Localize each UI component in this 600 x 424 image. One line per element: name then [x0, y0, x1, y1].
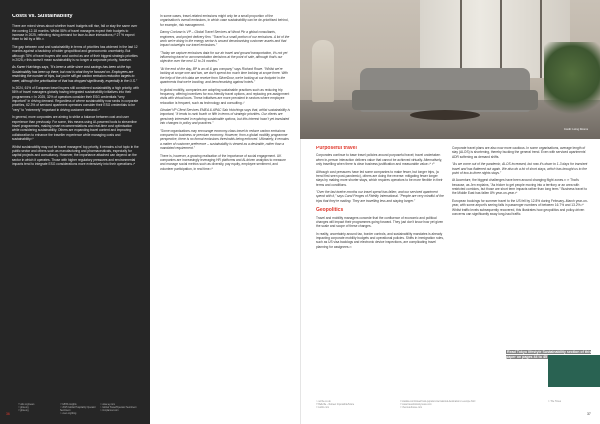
middle-quote: Ginabel VP Client Services EMEA & APAC Sab Hutchings says that, whilst sustainability is important, "It tends to rank fourth or fifth in terms of strategic priorities. Our clients are genuinely interested in exploring sustainable options, but this interest hasn't yet translated into changes in policy and practices." — [160, 108, 290, 126]
middle-paragraph: In some cases, travel-related emissions might only be a small proportion of the organisation's overall emissions, in which case sustainability can be de-prioritised behind, for example, risk management. — [160, 14, 289, 27]
section-heading: Costs vs. Sustainability — [12, 14, 73, 19]
footnote: ²⁰ Bellville – Rebeet Impossible/future — [316, 404, 355, 407]
left-page-white-column — [150, 0, 300, 424]
left-footnotes-c — [100, 404, 146, 413]
left-footnotes-a — [18, 404, 58, 413]
middle-paragraph: In global mobility, companies are adopting sustainable practices such as reducing trip frequency, offering incentives for eco-friendly travel options, and replacing pre-assignment visits with virtual tours. These initiatives are more prevalent in sectors where employee relocation is frequent, such as technology and consulting.¹⁷ — [160, 87, 290, 105]
footnote: ¹³ GBTA insights — [60, 404, 77, 406]
living-room-photo — [300, 0, 600, 139]
coffee-table-shape — [410, 110, 480, 120]
footnote: ¹² gbta.org — [18, 410, 29, 413]
right-column-1 — [316, 146, 446, 394]
sofa-seat-shape — [352, 90, 538, 110]
footnote: ¹⁶ www.ey.com — [100, 404, 116, 406]
footnote: ¹⁰ wttc.org/news — [18, 404, 35, 406]
middle-column — [160, 14, 290, 409]
right-paragraph: Corporate travel plans are also now more cautious. In some organisations, average length of stay (ALOS) is shortening, thereby bucking the general trend. Even with serviced apartments' ADR softening as demand shifts. — [452, 146, 586, 159]
footnote: ¹⁹ scribe.co.uk — [316, 401, 331, 403]
footnote: ²² statista.com/travel/most-popular-international-destination-in-europe.html — [400, 401, 476, 403]
footnote: ¹¹ gbta.org — [18, 407, 29, 410]
footnote: ¹⁴ 2025 Global Hospitality Operator Sentiment — [60, 407, 96, 413]
right-paragraph: European bookings for summer travel to the US fell by 12.8% during February–March year-on-year, with some airport's seeing falls in passenger numbers of between 16.7% and 13.2%.²⁵ Whilst traffic levels subsequently recovered, this illustrates how geopolitics and policy-driven concerns can significantly sway long-haul traffic. — [452, 199, 588, 217]
left-paragraph: In 2024, 61% of European travel buyers still considered sustainability a high priority, with 56% of travel managers globally having integrated sustainability initiatives into their programmes.¹³ In 2025, 32% of operators consider their ESG credentials "very important" in driving demand. Regardless of where sustainability now ranks in corporate priorities, 62.3% of serviced apartment operators consider their ESG credentials to be "very" to "extremely" important in driving customer demand.¹⁴ — [12, 86, 139, 112]
right-paragraph: In reality, uncertainty around tax, border controls, and sustainability mandates is already impacting corporate mobility budgets and operational policies. Shifts in immigration rules, such as US visa backlogs and electronic device inspections, are complicating travel planning for assignees.²¹ — [316, 231, 444, 249]
right-paragraph: Although cost pressures have led some companies to make fewer, but longer trips, (a trend first seen post-pandemic), others are doing the reverse: mitigating fewer longer stays by making more shorter stays, which requires operators to be more flexible in their terms and conditions. — [316, 169, 443, 187]
footnote: ¹⁵ oxen.org/blog — [60, 413, 77, 416]
left-paragraph: In general, more corporates are aiming to strike a balance between cost and user experience than previously. For some, this means using AI-powered tools to streamline travel programmes, making smart recommendations and real-time cost optimisation while considering sustainability. Others are expanding travel content and improving collaboration to enhance the traveller experience while managing costs and sustainability.¹⁵ — [12, 115, 137, 141]
geopolitics-heading: Geopolitics — [316, 207, 344, 214]
window-mullion — [460, 0, 462, 78]
footnote: ²⁴ theroutehouse.com — [400, 407, 423, 410]
page-number-left: 36 — [6, 412, 10, 416]
left-paragraph: The gap between cost and sustainability in terms of priorities has widened in the last 12 months against a backdrop of wider geopolitical and geoeconomic uncertainty. But although 78% of travel buyers cite cost control as one of their biggest strategic priorities in 2025,¹² this doesn't mean sustainability is no longer a corporate priority, however. — [12, 44, 138, 62]
left-column — [12, 14, 139, 384]
middle-quote: Danny Cockran is VP – Global Travel Services at Wood Plc a global consultants, engineers, and project delivery firm. "Travel is a small portion of our emissions. A lot of the work we're doing in the energy sector is around decarbonising customer assets and that impact outweighs our travel emissions." — [160, 30, 290, 48]
right-footnotes-a — [316, 401, 386, 410]
left-page-panel — [0, 0, 150, 424]
page-number-right: 37 — [587, 412, 591, 416]
right-paragraph: Travel and mobility managers concede that the confluence of economic and political changes will impact their programmes going forward. They just don't know how yet given the scale and scope of these changes. — [316, 215, 444, 229]
right-paragraph: At Accenture, the biggest challenges have been around changing flight zones.²² ²³ That's because, as Jen explains, "As tricker to get people moving into a territory or an area with restricted corridors, but those are short term impacts rather than long term." Business travel to the Middle East has fallen 8% year-on-year.²⁴ — [452, 178, 588, 196]
middle-quote: "Today we capture emissions data for our air travel and ground transportation, it's not yet influencing travel or accommodation decisions at the point of sale, although that's our objective over the next 12 to 24 months." — [160, 50, 288, 64]
right-quote: "As we come out of the pandemic, ALOS increased, but now it's down to 1-3 days for transient travel and has flattened out again. We also do a lot of short stays, which has brought us to the point of two-to-three nights stays." — [452, 162, 588, 175]
left-footnotes-b — [60, 404, 100, 416]
window-mullion — [540, 0, 542, 78]
footnote: ²¹ zeitlin.com — [316, 407, 330, 410]
photo-credit: Credit: Living Rooms — [563, 128, 588, 131]
right-column-2 — [452, 146, 590, 346]
window-mullion — [500, 0, 502, 78]
left-paragraph: There are mixed views about whether travel budgets will rise, fall or stay the same over the coming 12-18 months. Whilst 58% of travel managers expect their budgets to increase in 2025, reflecting rising demand for face-to-face interactions,¹⁰ 27 % expect them to fall by a fifth.¹¹ — [12, 24, 138, 42]
middle-paragraph: There is, however, a growing realisation of the importance of social engagement. UK companies are increasingly leveraging HR platforms and AI-driven analytics to measure and manage social metrics such as diversity, pay equity, employee sentiment, and volunteer participation, in real time.¹⁸ — [160, 153, 286, 171]
footnote: ²³ www.travelindustrynews.com — [400, 404, 432, 407]
footnote: ²⁵ The Times — [548, 401, 562, 403]
right-footnotes-b — [400, 401, 540, 410]
right-quote: "Over the last twelve months our travel spend has fallen, and our serviced apartment spend with it," says Carol Fenges of Fidelity International. "People are very mindful of the trips that they're making. They are travelling less and staying longer." — [316, 190, 444, 203]
right-paragraph: Corporates continue to base travel policies around purposeful travel; travel undertaken when in-person interaction delivers value that cannot be achieved virtually. Alternatively, only travelling when there is clear business justification and measurable value.¹⁹ ²⁰ — [316, 153, 442, 167]
footnote: ¹⁸ tmcplanner.com — [100, 410, 119, 413]
left-paragraph: Whilst sustainability may not be travel managers' top priority, it remains a hot topic in the public sector and others such as manufacturing and pharmaceuticals, especially for capital projects and consultancy. However, the importance attached can depend on the sector in which it operates. Those with higher regulatory pressures and environmental impacts tend to integrate ESG considerations more extensively into their operations.¹⁶ — [12, 144, 139, 166]
middle-quote: "Some organisations may encourage economy-class travel to reduce carbon emissions compared to business or premium economy. However, from a global mobility programme perspective, there is no formal emissions thresholds being enforced. Ultimately, it remains a matter of customer preference – sustainability is viewed as a desirable, rather than a mandated requirement." — [160, 128, 289, 151]
purposeful-travel-heading: Purposeful travel — [316, 146, 357, 151]
middle-quote: "At the end of the day, BP is an oil & gas company" says Richard Rowe. "Whilst we're looking at scope one and two, we don't spend too much time looking at scope three. With the help of the rich data we receive from SilverDoor, we're looking at our footprint in the apartments that we're booking, and benchmarking against hotels." — [160, 67, 288, 85]
right-footnotes-c — [548, 401, 588, 404]
sustainability-callout[interactable] — [506, 350, 598, 360]
callout-text: Read Tokyo lifestyle Sustainability section of this paper on pages 44 to 45 — [506, 350, 592, 359]
left-quote: As Karen Hutchings says, "It's been a while since cost savings has been at the top. Sustainability has been up there, but cost is what they're focused on. Employees are restricting the number of trips, but you're still got carbon emission reduction targets to meet, although the prioritisation of that has dropped significantly, especially in the U.S." — [12, 65, 138, 83]
footnote: ¹⁷ Global Travel/Operator Sentiment — [100, 407, 137, 410]
plant-shape — [544, 42, 600, 122]
lamp-shape — [312, 40, 334, 102]
